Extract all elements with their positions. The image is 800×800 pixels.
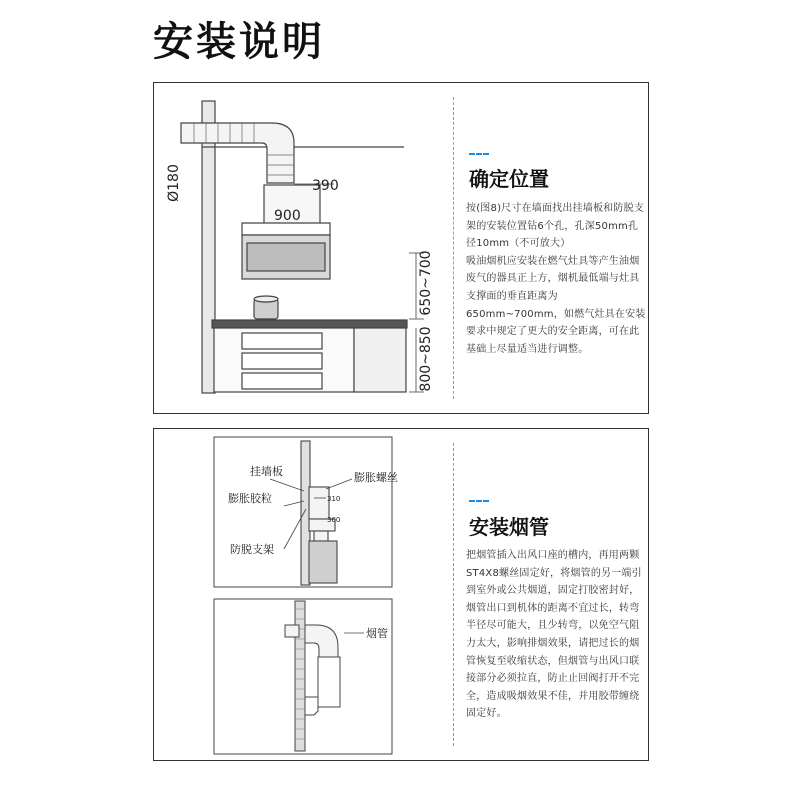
duct-installation-diagram	[154, 429, 450, 760]
divider	[453, 97, 454, 399]
dim-900: 900	[274, 208, 301, 224]
section-body-duct: 把烟管插入出风口座的槽内，再用两颗ST4X8螺丝固定好，将烟管的另一端引到室外或公共烟道，固定打胶密封好，烟管出口到机体的距离不宜过长，转弯半径尽可能大，且少转弯，以免空气阻力太大，影响排烟效果，请把过长的烟管恢复至收缩状态，但烟管与出风口联接部分必须拉直，防止止回阀打开不完全，造成吸烟效果不佳，并用胶带缠绕固定好。	[466, 550, 642, 720]
section-title-duct: 安装烟管	[469, 515, 549, 539]
section-body-position: 按(图8)尺寸在墙面找出挂墙板和防脱支架的安装位置钻6个孔，孔深50mm孔径10mm（不可放大） 吸油烟机应安装在燃气灶具等产生油烟废气的器具正上方，烟机最低端与灶具支撑面的垂直距离为650mm~700mm，如燃气灶具在安装要求中规定了更大的安全距离，可在此基础上尽量适当进行调整。	[466, 203, 646, 355]
page-title: 安装说明	[153, 19, 325, 65]
installation-position-diagram	[154, 83, 450, 413]
accent-mark	[469, 153, 489, 155]
label-duct: 烟管	[366, 627, 388, 640]
label-wall-plate: 挂墙板	[250, 465, 283, 478]
dim-390: 390	[312, 178, 339, 194]
duct-panel	[153, 428, 649, 761]
dim-650-700: 650~700	[418, 250, 434, 316]
divider	[453, 443, 454, 746]
dim-310: 310	[327, 495, 341, 503]
label-expansion-bolt: 膨胀螺丝	[354, 471, 398, 484]
dim-800-850: 800~850	[418, 326, 434, 392]
position-panel	[153, 82, 649, 414]
section-title-position: 确定位置	[469, 167, 549, 191]
dim-diameter: Ø180	[166, 164, 182, 202]
dim-360: 360	[327, 516, 341, 524]
label-anti-drop-bracket: 防脱支架	[230, 543, 274, 556]
label-expansion-anchor: 膨胀胶粒	[228, 492, 272, 505]
accent-mark	[469, 500, 489, 502]
